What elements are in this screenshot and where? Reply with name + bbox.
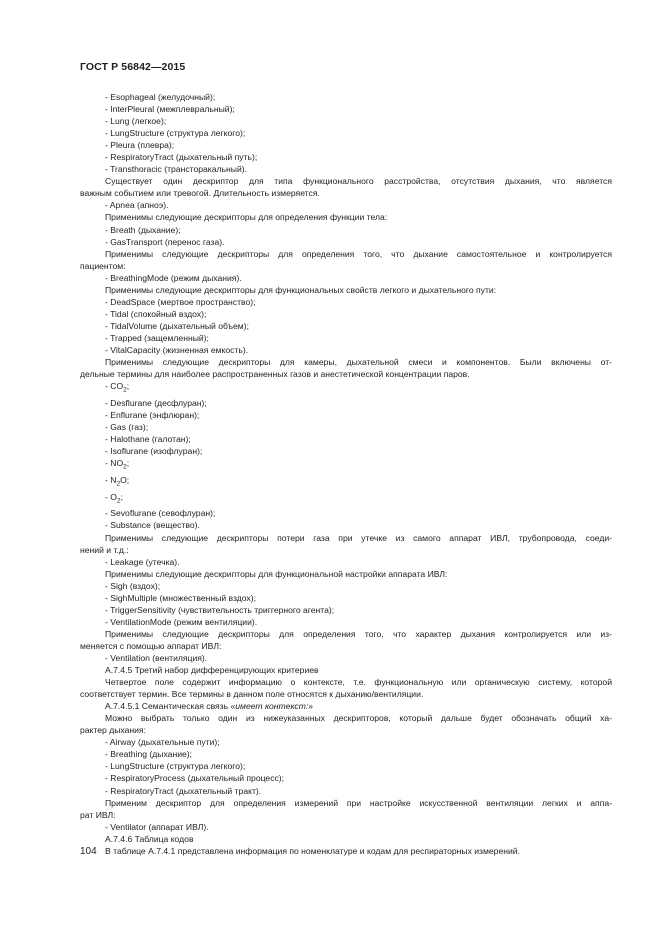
text-line: - Substance (вещество). (105, 520, 200, 531)
text-line: - TriggerSensitivity (чувствительность триггерного агента); (105, 604, 335, 615)
text-line: - TidalVolume (дыхательный объем); (105, 320, 249, 331)
text-line: - RespiratoryTract (дыхательный путь); (105, 152, 258, 163)
text-line: важным событием или тревогой. Длительность измеряется. (80, 188, 320, 199)
text-line: - Trapped (защемленный); (105, 332, 209, 343)
text-line: - Lung (легкое); (105, 116, 167, 127)
text-line: В таблице А.7.4.1 представлена информация по номенклатуре и кодам для респираторных измерений. (105, 845, 520, 856)
text-line: Применимы следующие дескрипторы для определения того, что характер дыхания контролируется или из- (105, 628, 612, 639)
text-line: - LungStructure (структура легкого); (105, 761, 246, 772)
text-line: - Enflurane (энфлюран); (105, 409, 200, 420)
text-line: - GasTransport (перенос газа). (105, 236, 225, 247)
text-line: - VitalCapacity (жизненная емкость). (105, 344, 249, 355)
text-line: - LungStructure (структура легкого); (105, 128, 246, 139)
text-line: - Ventilation (вентиляция). (105, 652, 208, 663)
text-line: меняется с помощью аппарат ИВЛ: (80, 640, 222, 651)
text-line: - Airway (дыхательные пути); (105, 737, 220, 748)
text-line: Применимы следующие дескрипторы потери газа при утечке из самого аппарат ИВЛ, трубопровода, соеди- (105, 532, 612, 543)
text-line: - Breathing (дыхание); (105, 749, 193, 760)
text-line: - RespiratoryProcess (дыхательный процесс); (105, 773, 285, 784)
text-line: рактер дыхания: (80, 725, 146, 736)
document-header: ГОСТ Р 56842—2015 (80, 61, 186, 73)
text-line: - Gas (газ); (105, 421, 149, 432)
text-line: рат ИВЛ: (80, 809, 116, 820)
text-line: - RespiratoryTract (дыхательный тракт). (105, 785, 262, 796)
text-line: Применимы следующие дескрипторы для определения функции тела: (105, 212, 388, 223)
text-line: - DeadSpace (мертвое пространство); (105, 296, 256, 307)
text-line: пациентом: (80, 260, 126, 271)
text-line: Можно выбрать только один из нижеуказанных дескрипторов, который дальше будет обозначать общий ха- (105, 713, 612, 724)
text-line: - Esophageal (желудочный); (105, 92, 216, 102)
text-line: - $NO_2$; (105, 458, 130, 471)
text-line: - $O_2$; (105, 491, 123, 505)
text-line: А.7.4.6 Таблица кодов (105, 833, 194, 844)
text-line: - Apnea (апноэ). (105, 200, 169, 211)
text-line: - Isoflurane (изофлуран); (105, 446, 203, 457)
text-line: - BreathingMode (режим дыхания). (105, 272, 242, 283)
text-line: - VentilationMode (режим вентиляции). (105, 616, 258, 627)
text-line: - Breath (дыхание); (105, 224, 181, 235)
text-line: дельные термины для наиболее распространенных газов и анестетической концентрации паров. (80, 369, 470, 380)
text-line: - Tidal (спокойный вздох); (105, 308, 207, 319)
text-line: нений и т.д.: (80, 544, 129, 555)
text-line: Четвертое поле содержит информацию о контексте, т.е. функциональную или органическую систему, которой (105, 677, 612, 688)
text-line: - Desflurane (десфлуран); (105, 397, 207, 408)
text-line: Применимы следующие дескрипторы для функциональной настройки аппарата ИВЛ: (105, 568, 448, 579)
text-line: Применим дескриптор для определения измерений при настройке искусственной вентиляции легких и аппа- (105, 797, 612, 808)
text-line: - Sigh (вздох); (105, 580, 161, 591)
text-line: - Ventilator (аппарат ИВЛ). (105, 821, 209, 832)
document-body (80, 91, 612, 857)
text-line: - Pleura (плевра); (105, 140, 175, 151)
text-line: - InterPleural (межплевральный); (105, 104, 235, 115)
text-line: - Transthoracic (трансторакальный). (105, 164, 247, 175)
text-line: соответствует термин. Все термины в данном поле относятся к дыханию/вентиляции. (80, 689, 424, 700)
text-line: Применимы следующие дескрипторы для камеры, дыхательной смеси и компонентов. Были включены от- (105, 357, 612, 368)
text-line: Применимы следующие дескрипторы для функциональных свойств легкого и дыхательного пути: (105, 284, 497, 295)
text-line: А.7.4.5 Третий набор дифференцирующих критериев (105, 665, 319, 676)
text-line: - $N_2O$; (105, 474, 130, 488)
text-line: Существует один дескриптор для типа функционального расстройства, отсутствия дыхания, что является (105, 176, 612, 187)
page-number: 104 (80, 846, 97, 857)
text-line: - Halothane (галотан); (105, 434, 191, 445)
text-line: - Leakage (утечка). (105, 556, 180, 567)
text-line: - SighMultiple (множественный вздох); (105, 592, 256, 603)
text-line: - Sevoflurane (севофлуран); (105, 508, 216, 519)
text-line: Применимы следующие дескрипторы для определения того, что дыхание самостоятельное и контролируется (105, 248, 612, 259)
text-line: А.7.4.5.1 Семантическая связь «имеет контекст:» (105, 701, 314, 712)
text-line: - $CO_2$; (105, 381, 130, 394)
